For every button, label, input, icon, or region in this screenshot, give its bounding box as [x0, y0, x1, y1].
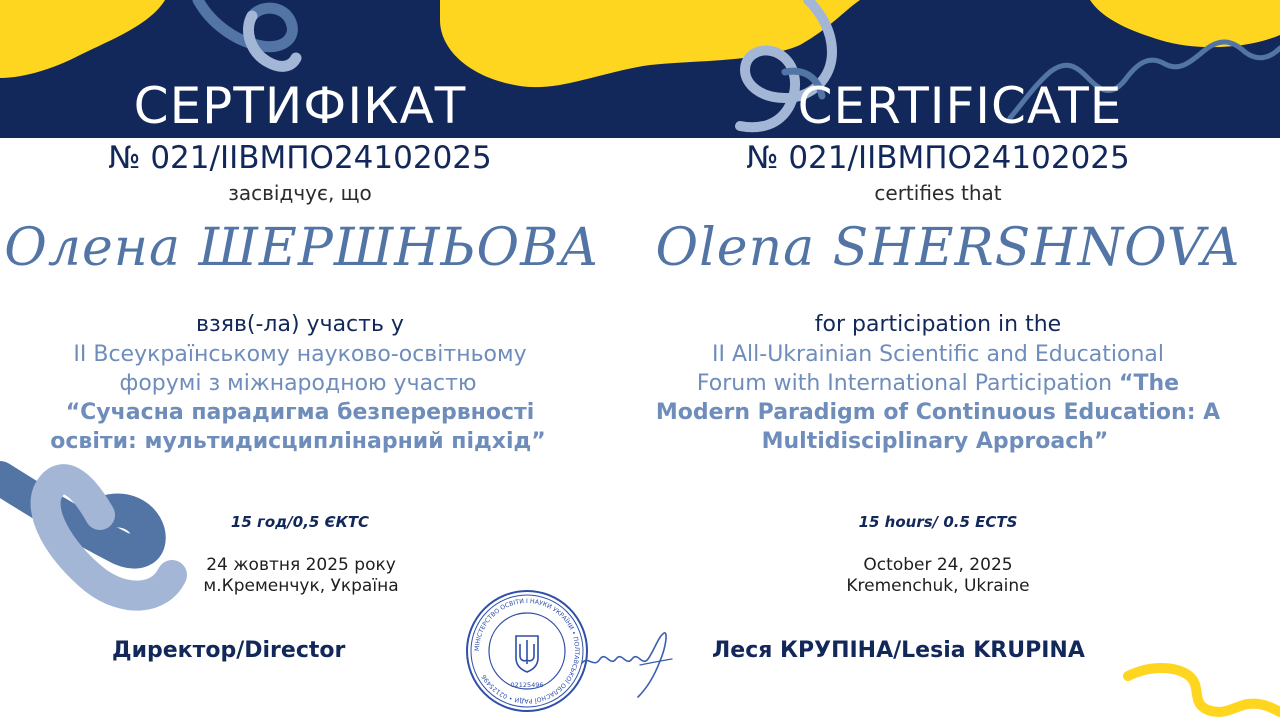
event-uk-title-line-1: “Сучасна парадигма безперервності	[65, 400, 535, 425]
event-uk-title-line-2: освіти: мультидисциплінарний підхід”	[50, 429, 546, 454]
place-en: Kremenchuk, Ukraine	[846, 576, 1030, 596]
certificate-number-uk: № 021/IIВМПО24102025	[108, 140, 492, 176]
participation-en: for participation in the	[814, 312, 1062, 337]
event-uk-line-1: II Всеукраїнському науково-освітньому	[73, 342, 527, 367]
recipient-name-uk: Олена ШЕРШНЬОВА	[4, 218, 600, 278]
certificate-number-en: № 021/IIВМПО24102025	[746, 140, 1130, 176]
yellow-blob-top-left	[0, 0, 165, 78]
official-stamp	[464, 588, 590, 714]
hours-en: 15 hours/ 0.5 ECTS	[858, 513, 1018, 531]
event-en-line-2-bold: “The	[1119, 371, 1180, 396]
trident-icon	[516, 636, 538, 672]
stamp-code: 02125496	[510, 681, 544, 689]
stamp-inscription: МІНІСТЕРСТВО ОСВІТИ І НАУКИ УКРАЇНИ • ПОЛТАВСЬКОЇ ОБЛАСНОЇ РАДИ • 02125496	[473, 597, 581, 705]
certifies-en: certifies that	[874, 181, 1002, 205]
event-en-line-2	[697, 369, 1179, 398]
event-en-line-2-plain: Forum with International Participation	[696, 371, 1113, 396]
hours-uk	[231, 512, 369, 532]
participation-uk: взяв(-ла) участь у	[196, 312, 404, 337]
date-en: October 24, 2025	[863, 555, 1013, 575]
recipient-name-en: Olena SHERSHNOVA	[655, 218, 1241, 278]
date-uk: 24 жовтня 2025 року	[206, 555, 396, 575]
yellow-squiggle-bottom-right	[1128, 668, 1280, 712]
title-ukrainian: СЕРТИФІКАТ	[133, 77, 467, 135]
hours-uk-number: 15	[230, 513, 252, 531]
place-uk: м.Кременчук, Україна	[203, 576, 399, 596]
event-en-title-line-1: Modern Paradigm of Continuous Education: A	[655, 400, 1221, 425]
hours-uk-text: год/0,5 ЄКТС	[257, 513, 370, 531]
yellow-blob-top-right	[1090, 0, 1280, 47]
certifies-uk: засвідчує, що	[228, 181, 372, 205]
director-name-label: Леся КРУПІНА/Lesia KRUPINA	[712, 638, 1085, 663]
event-uk-line-2: форумі з міжнародною участю	[119, 371, 477, 396]
title-english: CERTIFICATE	[797, 77, 1123, 135]
event-en-title-line-2: Multidisciplinary Approach”	[761, 429, 1109, 454]
handwritten-signature	[580, 625, 675, 700]
event-en-line-1: II All-Ukrainian Scientific and Educational	[712, 342, 1164, 367]
director-role-label: Директор/Director	[112, 638, 346, 663]
